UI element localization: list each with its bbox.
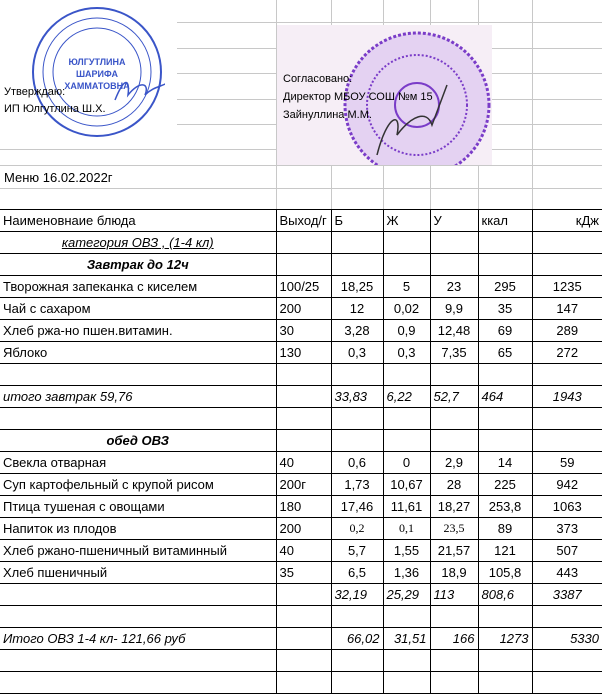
value-cell: 6,22	[383, 386, 430, 408]
value-cell	[430, 408, 478, 430]
value-cell	[532, 672, 602, 694]
value-cell: 0,2	[331, 518, 383, 540]
table-row	[0, 342, 602, 364]
value-cell	[430, 254, 478, 276]
value-cell: 253,8	[478, 496, 532, 518]
value-cell	[383, 254, 430, 276]
approver-name: ИП Юлгутлина Ш.Х.	[4, 103, 106, 115]
value-cell	[276, 430, 331, 452]
value-cell: 18,25	[331, 276, 383, 298]
dish-name-cell: Птица тушеная с овощами	[0, 496, 276, 518]
value-cell: 33,83	[331, 386, 383, 408]
value-cell: 373	[532, 518, 602, 540]
value-cell	[478, 672, 532, 694]
value-cell: 1273	[478, 628, 532, 650]
value-cell	[430, 650, 478, 672]
value-cell: 12,48	[430, 320, 478, 342]
value-cell: 14	[478, 452, 532, 474]
value-cell: 30	[276, 320, 331, 342]
value-cell: 0,9	[383, 320, 430, 342]
value-cell: 28	[430, 474, 478, 496]
agree-label: Согласовано:	[283, 73, 353, 85]
value-cell: 11,61	[383, 496, 430, 518]
value-cell: 9,9	[430, 298, 478, 320]
value-cell: 40	[276, 452, 331, 474]
value-cell: 3,28	[331, 320, 383, 342]
value-cell	[331, 254, 383, 276]
value-cell	[430, 364, 478, 386]
empty-row	[0, 364, 602, 386]
value-cell: 40	[276, 540, 331, 562]
value-cell: 25,29	[383, 584, 430, 606]
value-cell: 65	[478, 342, 532, 364]
value-cell	[331, 606, 383, 628]
value-cell	[383, 430, 430, 452]
agreement-block	[283, 70, 433, 124]
menu-title: Меню 16.02.2022г	[4, 170, 113, 185]
table-row	[0, 496, 602, 518]
value-cell	[276, 628, 331, 650]
value-cell: 100/25	[276, 276, 331, 298]
value-cell	[276, 232, 331, 254]
value-cell	[276, 386, 331, 408]
gridline	[0, 188, 602, 189]
stamp-left	[30, 5, 165, 140]
section-title: Завтрак до 12ч	[0, 254, 276, 276]
value-cell: 0,6	[331, 452, 383, 474]
value-cell: 1943	[532, 386, 602, 408]
value-cell: 69	[478, 320, 532, 342]
table-row	[0, 540, 602, 562]
value-cell	[331, 430, 383, 452]
dish-name-cell: Свекла отварная	[0, 452, 276, 474]
dish-name-cell: Напиток из плодов	[0, 518, 276, 540]
value-cell: 7,35	[430, 342, 478, 364]
value-cell	[276, 672, 331, 694]
dish-name-cell: итого завтрак 59,76	[0, 386, 276, 408]
table-row	[0, 276, 602, 298]
value-cell: 464	[478, 386, 532, 408]
value-cell: 6,5	[331, 562, 383, 584]
dish-name-cell	[0, 672, 276, 694]
table-row	[0, 452, 602, 474]
grand-total-row	[0, 628, 602, 650]
total-row	[0, 584, 602, 606]
table-row	[0, 562, 602, 584]
value-cell: 1063	[532, 496, 602, 518]
header-row	[0, 210, 602, 232]
gridline	[0, 165, 602, 166]
value-cell	[532, 254, 602, 276]
value-cell	[532, 408, 602, 430]
dish-name-cell: Хлеб ржа-но пшен.витамин.	[0, 320, 276, 342]
value-cell: 31,51	[383, 628, 430, 650]
empty-row	[0, 650, 602, 672]
gridline	[177, 22, 602, 23]
value-cell: 272	[532, 342, 602, 364]
value-cell	[276, 364, 331, 386]
table-row	[0, 518, 602, 540]
value-cell: 18,9	[430, 562, 478, 584]
dish-name-cell: Чай с сахаром	[0, 298, 276, 320]
dish-name-cell	[0, 584, 276, 606]
column-header: Наименовнаие блюда	[0, 210, 276, 232]
value-cell: 0,1	[383, 518, 430, 540]
value-cell: 1235	[532, 276, 602, 298]
dish-name-cell	[0, 606, 276, 628]
value-cell: 147	[532, 298, 602, 320]
value-cell: 289	[532, 320, 602, 342]
value-cell	[383, 650, 430, 672]
value-cell	[478, 650, 532, 672]
value-cell	[532, 232, 602, 254]
dish-name-cell	[0, 650, 276, 672]
value-cell: 66,02	[331, 628, 383, 650]
value-cell: 35	[276, 562, 331, 584]
value-cell: 105,8	[478, 562, 532, 584]
dish-name-cell: Творожная запеканка с киселем	[0, 276, 276, 298]
total-row	[0, 386, 602, 408]
dish-name-cell	[0, 364, 276, 386]
approval-block	[4, 84, 106, 118]
value-cell	[331, 364, 383, 386]
value-cell: 295	[478, 276, 532, 298]
value-cell	[532, 650, 602, 672]
value-cell: 89	[478, 518, 532, 540]
value-cell: 17,46	[331, 496, 383, 518]
value-cell: 23	[430, 276, 478, 298]
gridline	[532, 0, 533, 209]
value-cell: 200	[276, 518, 331, 540]
value-cell: 113	[430, 584, 478, 606]
value-cell	[276, 606, 331, 628]
value-cell: 5330	[532, 628, 602, 650]
value-cell	[532, 606, 602, 628]
agree-position: Директор МБОУ СОШ №м 15	[283, 91, 433, 103]
empty-row	[0, 408, 602, 430]
dish-name-cell: Хлеб ржано-пшеничный витаминный	[0, 540, 276, 562]
value-cell	[331, 232, 383, 254]
table-row	[0, 474, 602, 496]
agree-name: Зайнуллина М.М.	[283, 109, 372, 121]
value-cell	[430, 430, 478, 452]
value-cell: 0,3	[383, 342, 430, 364]
value-cell	[478, 364, 532, 386]
value-cell	[331, 408, 383, 430]
value-cell: 32,19	[331, 584, 383, 606]
value-cell	[532, 364, 602, 386]
value-cell: 1,55	[383, 540, 430, 562]
value-cell: 0	[383, 452, 430, 474]
value-cell: 59	[532, 452, 602, 474]
stamp-text: ШАРИФА	[76, 69, 118, 79]
value-cell: 10,67	[383, 474, 430, 496]
value-cell	[331, 672, 383, 694]
value-cell: 808,6	[478, 584, 532, 606]
value-cell	[276, 408, 331, 430]
value-cell	[383, 364, 430, 386]
value-cell: 200г	[276, 474, 331, 496]
value-cell: 23,5	[430, 518, 478, 540]
column-header: кДж	[532, 210, 602, 232]
value-cell: 180	[276, 496, 331, 518]
dish-name-cell: Хлеб пшеничный	[0, 562, 276, 584]
value-cell	[383, 672, 430, 694]
value-cell: 35	[478, 298, 532, 320]
category-label: категория ОВЗ , (1-4 кл)	[0, 232, 276, 254]
value-cell	[276, 650, 331, 672]
empty-row	[0, 606, 602, 628]
table-row	[0, 298, 602, 320]
value-cell	[383, 232, 430, 254]
value-cell: 5,7	[331, 540, 383, 562]
value-cell: 12	[331, 298, 383, 320]
value-cell: 225	[478, 474, 532, 496]
value-cell: 5	[383, 276, 430, 298]
column-header: ккал	[478, 210, 532, 232]
value-cell: 0,02	[383, 298, 430, 320]
value-cell: 0,3	[331, 342, 383, 364]
value-cell: 52,7	[430, 386, 478, 408]
value-cell: 200	[276, 298, 331, 320]
menu-table	[0, 209, 602, 694]
value-cell	[430, 232, 478, 254]
section-title	[0, 254, 602, 276]
column-header: Выход/г	[276, 210, 331, 232]
value-cell: 2,9	[430, 452, 478, 474]
value-cell: 21,57	[430, 540, 478, 562]
value-cell: 166	[430, 628, 478, 650]
value-cell	[478, 254, 532, 276]
value-cell: 3387	[532, 584, 602, 606]
value-cell	[532, 430, 602, 452]
approve-label: Утверждаю:	[4, 86, 66, 98]
dish-name-cell: Яблоко	[0, 342, 276, 364]
value-cell	[478, 408, 532, 430]
value-cell	[383, 408, 430, 430]
column-header: Б	[331, 210, 383, 232]
category-label	[0, 232, 602, 254]
value-cell	[478, 606, 532, 628]
empty-row	[0, 672, 602, 694]
value-cell	[430, 606, 478, 628]
stamp-text: ЮЛГУТЛИНА	[68, 57, 126, 67]
section-title: обед ОВЗ	[0, 430, 276, 452]
value-cell: 18,27	[430, 496, 478, 518]
value-cell: 942	[532, 474, 602, 496]
value-cell	[383, 606, 430, 628]
value-cell: 443	[532, 562, 602, 584]
value-cell	[478, 430, 532, 452]
column-header: Ж	[383, 210, 430, 232]
value-cell	[331, 650, 383, 672]
dish-name-cell	[0, 408, 276, 430]
stamp-text: ХАММАТОВНА	[64, 81, 130, 91]
value-cell	[276, 254, 331, 276]
dish-name-cell: Суп картофельный с крупой рисом	[0, 474, 276, 496]
dish-name-cell: Итого ОВЗ 1-4 кл- 121,66 руб	[0, 628, 276, 650]
value-cell: 130	[276, 342, 331, 364]
column-header: У	[430, 210, 478, 232]
value-cell: 1,36	[383, 562, 430, 584]
value-cell: 121	[478, 540, 532, 562]
section-title	[0, 430, 602, 452]
value-cell: 507	[532, 540, 602, 562]
value-cell	[276, 584, 331, 606]
value-cell	[430, 672, 478, 694]
value-cell	[478, 232, 532, 254]
value-cell: 1,73	[331, 474, 383, 496]
table-row	[0, 320, 602, 342]
